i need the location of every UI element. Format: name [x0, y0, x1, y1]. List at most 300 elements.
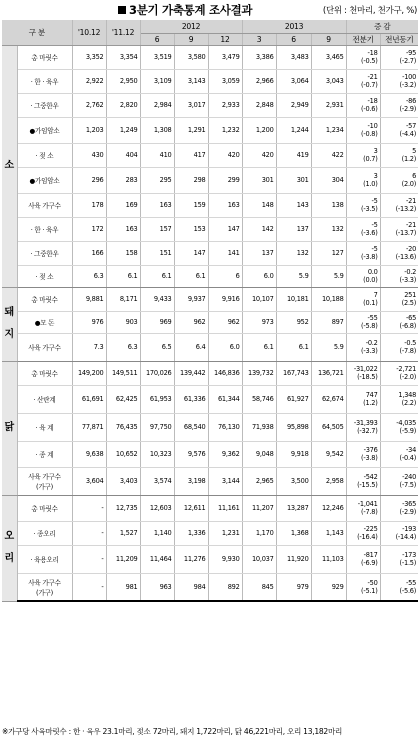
- value-cell: 169: [106, 193, 140, 217]
- value-cell: 163: [140, 193, 174, 217]
- value-cell: 61,336: [174, 385, 208, 413]
- yoy-percent: (-0.4): [399, 454, 417, 462]
- yoy-cell: [380, 45, 418, 69]
- yoy-percent: (2.5): [401, 299, 417, 307]
- value-cell: 8,171: [106, 287, 140, 311]
- yoy-cell: [380, 93, 418, 117]
- value-cell: 146,836: [208, 361, 242, 385]
- value-cell: 2,931: [311, 93, 346, 117]
- value-cell: 3,064: [276, 69, 311, 93]
- value-cell: 2,958: [311, 467, 346, 495]
- yoy-cell: [380, 143, 418, 167]
- row-label-text: · 젖 소: [35, 152, 54, 160]
- row-label: [17, 45, 72, 69]
- qoq-value: 3: [373, 147, 378, 155]
- table-row: [2, 167, 418, 193]
- qoq-cell: [346, 287, 380, 311]
- value-cell: 166: [72, 241, 106, 265]
- value-cell: 6.1: [106, 265, 140, 287]
- value-cell: 3,144: [208, 467, 242, 495]
- yoy-value: -65: [406, 314, 417, 322]
- qoq-percent: (0.0): [363, 276, 378, 284]
- value-cell: 76,435: [106, 413, 140, 441]
- yoy-value: -193: [402, 525, 417, 533]
- value-cell: 3,017: [174, 93, 208, 117]
- qoq-value: -31,393: [353, 419, 378, 427]
- value-cell: 420: [242, 143, 276, 167]
- yoy-value: -95: [406, 49, 417, 57]
- value-cell: 3,059: [208, 69, 242, 93]
- yoy-percent: (2.2): [401, 399, 417, 407]
- value-cell: 2,922: [72, 69, 106, 93]
- qoq-percent: (-18.5): [357, 373, 378, 381]
- value-cell: 137: [276, 217, 311, 241]
- qoq-percent: (-3.5): [361, 205, 378, 213]
- table-row: [2, 521, 418, 545]
- yoy-percent: (-3.2): [399, 81, 417, 89]
- value-cell: 1,203: [72, 117, 106, 143]
- value-cell: 3,574: [140, 467, 174, 495]
- row-label-text: 사육 가구수: [28, 578, 61, 587]
- value-cell: 903: [106, 311, 140, 333]
- qoq-cell: [346, 69, 380, 93]
- value-cell: 141: [208, 241, 242, 265]
- yoy-percent: (-14.4): [395, 533, 417, 541]
- table-row: [2, 573, 418, 601]
- value-cell: 420: [208, 143, 242, 167]
- row-label: [17, 93, 72, 117]
- qoq-cell: [346, 495, 380, 521]
- row-label-text: · 그중한우: [30, 250, 59, 258]
- value-cell: 1,368: [276, 521, 311, 545]
- value-cell: 3,354: [106, 45, 140, 69]
- row-label-text: · 종오리: [33, 530, 56, 538]
- row-label-text: · 그중한우: [30, 102, 59, 110]
- value-cell: 1,308: [140, 117, 174, 143]
- row-label: [17, 413, 72, 441]
- qoq-cell: [346, 217, 380, 241]
- row-sublabel: (가구): [36, 588, 53, 597]
- header-month: 6: [276, 33, 311, 45]
- value-cell: 132: [276, 241, 311, 265]
- stats-table: [2, 20, 418, 602]
- value-cell: 11,464: [140, 545, 174, 573]
- table-row: [2, 287, 418, 311]
- value-cell: 2,950: [106, 69, 140, 93]
- table-row: [2, 545, 418, 573]
- value-cell: 845: [242, 573, 276, 601]
- qoq-percent: (1.2): [363, 399, 378, 407]
- yoy-value: 1,348: [398, 391, 417, 399]
- qoq-percent: (-16.4): [357, 533, 378, 541]
- yoy-percent: (-6.8): [399, 322, 417, 330]
- header-yoy: 전년동기: [380, 33, 418, 45]
- value-cell: 127: [311, 241, 346, 265]
- value-cell: 1,527: [106, 521, 140, 545]
- table-row: [2, 495, 418, 521]
- yoy-cell: [380, 117, 418, 143]
- value-cell: 5.9: [311, 265, 346, 287]
- value-cell: 10,188: [311, 287, 346, 311]
- yoy-cell: [380, 413, 418, 441]
- value-cell: 9,916: [208, 287, 242, 311]
- yoy-value: 251: [404, 291, 417, 299]
- qoq-value: -50: [367, 578, 378, 587]
- yoy-value: -240: [402, 473, 417, 481]
- table-row: [2, 69, 418, 93]
- value-cell: 137: [242, 241, 276, 265]
- value-cell: 11,920: [276, 545, 311, 573]
- yoy-percent: (-13.2): [395, 205, 417, 213]
- value-cell: 97,750: [140, 413, 174, 441]
- value-cell: 1,170: [242, 521, 276, 545]
- table-row: [2, 45, 418, 69]
- row-label-text: 총 마릿수: [31, 296, 58, 304]
- value-cell: 139,732: [242, 361, 276, 385]
- yoy-cell: [380, 265, 418, 287]
- value-cell: 962: [174, 311, 208, 333]
- value-cell: 163: [106, 217, 140, 241]
- yoy-value: -0.5: [404, 339, 417, 347]
- yoy-cell: [380, 333, 418, 361]
- value-cell: 1,291: [174, 117, 208, 143]
- value-cell: 9,918: [276, 441, 311, 467]
- row-label: [17, 193, 72, 217]
- value-cell: 10,323: [140, 441, 174, 467]
- yoy-percent: (-2.7): [399, 57, 417, 65]
- yoy-cell: [380, 311, 418, 333]
- value-cell: 2,933: [208, 93, 242, 117]
- value-cell: 3,500: [276, 467, 311, 495]
- table-row: [2, 117, 418, 143]
- value-cell: 9,576: [174, 441, 208, 467]
- qoq-value: -5: [371, 245, 378, 253]
- value-cell: 295: [140, 167, 174, 193]
- value-cell: 9,433: [140, 287, 174, 311]
- yoy-cell: [380, 361, 418, 385]
- value-cell: 6.5: [140, 333, 174, 361]
- value-cell: 9,937: [174, 287, 208, 311]
- row-label-text: 총 마릿수: [31, 370, 58, 378]
- value-cell: 64,505: [311, 413, 346, 441]
- yoy-value: -0.2: [404, 268, 417, 276]
- value-cell: 301: [276, 167, 311, 193]
- yoy-percent: (-2.0): [399, 373, 417, 381]
- value-cell: 6.1: [242, 333, 276, 361]
- yoy-cell: [380, 287, 418, 311]
- value-cell: 304: [311, 167, 346, 193]
- qoq-percent: (-5.1): [361, 586, 378, 595]
- header-month: 12: [208, 33, 242, 45]
- value-cell: 3,479: [208, 45, 242, 69]
- value-cell: 6.1: [174, 265, 208, 287]
- page-title: [118, 2, 252, 18]
- value-cell: 3,519: [140, 45, 174, 69]
- value-cell: 61,953: [140, 385, 174, 413]
- value-cell: 979: [276, 573, 311, 601]
- header-category: 구 분: [2, 20, 72, 45]
- qoq-value: 0.0: [367, 268, 378, 276]
- value-cell: 5.9: [311, 333, 346, 361]
- yoy-value: -21: [406, 221, 417, 229]
- value-cell: 61,344: [208, 385, 242, 413]
- value-cell: 3,386: [242, 45, 276, 69]
- header-year-2012: 2012: [140, 20, 242, 33]
- row-label-text: 사육 가구수: [28, 473, 61, 481]
- yoy-cell: [380, 241, 418, 265]
- yoy-value: -4,035: [396, 419, 417, 427]
- qoq-cell: [346, 413, 380, 441]
- yoy-percent: (2.0): [401, 180, 417, 188]
- row-label-text: · 한 · 육우: [30, 78, 59, 86]
- yoy-percent: (-2.9): [399, 105, 417, 113]
- qoq-percent: (0.7): [363, 155, 378, 163]
- title-row: [0, 0, 420, 20]
- qoq-cell: [346, 241, 380, 265]
- value-cell: 151: [140, 241, 174, 265]
- qoq-cell: [346, 545, 380, 573]
- row-label: [17, 333, 72, 361]
- row-label-text: · 젖 소: [35, 273, 54, 281]
- value-cell: 6.0: [208, 333, 242, 361]
- qoq-percent: (-7.8): [361, 508, 378, 516]
- value-cell: 296: [72, 167, 106, 193]
- table-row: [2, 361, 418, 385]
- value-cell: 3,143: [174, 69, 208, 93]
- yoy-percent: (1.2): [401, 155, 417, 163]
- yoy-cell: [380, 193, 418, 217]
- row-label: [17, 385, 72, 413]
- qoq-cell: [346, 333, 380, 361]
- value-cell: 3,403: [106, 467, 140, 495]
- yoy-cell: [380, 573, 418, 601]
- value-cell: 6.4: [174, 333, 208, 361]
- row-label: [17, 521, 72, 545]
- value-cell: 9,362: [208, 441, 242, 467]
- qoq-cell: [346, 167, 380, 193]
- value-cell: 11,161: [208, 495, 242, 521]
- qoq-value: -5: [371, 221, 378, 229]
- table-row: [2, 217, 418, 241]
- table-row: [2, 143, 418, 167]
- table-row: [2, 441, 418, 467]
- qoq-value: -21: [367, 73, 378, 81]
- header-2010-12: '10.12: [72, 20, 106, 45]
- yoy-value: -173: [402, 551, 417, 559]
- row-label: [17, 467, 72, 495]
- table-row: [2, 241, 418, 265]
- table-row: [2, 385, 418, 413]
- header-month: 6: [140, 33, 174, 45]
- qoq-value: -18: [367, 97, 378, 105]
- value-cell: 419: [276, 143, 311, 167]
- header-year-2013: 2013: [242, 20, 346, 33]
- yoy-value: -100: [402, 73, 417, 81]
- footnote: ※가구당 사육마릿수 : 한 · 육우 23.1마리, 젖소 72마리, 돼지 1,722마리, 닭 46,221마리, 오리 13,182마리: [2, 727, 343, 736]
- value-cell: 61,927: [276, 385, 311, 413]
- qoq-cell: [346, 265, 380, 287]
- row-label: [17, 143, 72, 167]
- value-cell: 1,231: [208, 521, 242, 545]
- qoq-value: -0.2: [365, 339, 378, 347]
- row-label: [17, 117, 72, 143]
- value-cell: 143: [276, 193, 311, 217]
- header-qoq: 전분기: [346, 33, 380, 45]
- qoq-percent: (-32.7): [357, 427, 378, 435]
- row-label: [17, 167, 72, 193]
- value-cell: 299: [208, 167, 242, 193]
- value-cell: 6.0: [242, 265, 276, 287]
- value-cell: 929: [311, 573, 346, 601]
- value-cell: 9,638: [72, 441, 106, 467]
- qoq-value: 7: [373, 291, 378, 299]
- value-cell: 430: [72, 143, 106, 167]
- value-cell: 9,930: [208, 545, 242, 573]
- row-label-text: 사육 가구수: [28, 344, 61, 352]
- section-label: 돼지: [2, 287, 17, 361]
- yoy-cell: [380, 167, 418, 193]
- row-label-text: · 육 계: [35, 424, 54, 432]
- header-2011-12: '11.12: [106, 20, 140, 45]
- value-cell: 9,048: [242, 441, 276, 467]
- yoy-percent: (-3.3): [399, 276, 417, 284]
- value-cell: 6.3: [72, 265, 106, 287]
- section-label: 소: [2, 45, 17, 287]
- value-cell: 139,442: [174, 361, 208, 385]
- row-label: [17, 495, 72, 521]
- qoq-cell: [346, 441, 380, 467]
- value-cell: 976: [72, 311, 106, 333]
- value-cell: 77,871: [72, 413, 106, 441]
- qoq-percent: (-0.8): [361, 130, 378, 138]
- header-month: 9: [174, 33, 208, 45]
- yoy-value: 6: [412, 172, 417, 180]
- qoq-percent: (1.0): [363, 180, 378, 188]
- value-cell: 132: [311, 217, 346, 241]
- header-month: 3: [242, 33, 276, 45]
- value-cell: 159: [174, 193, 208, 217]
- value-cell: 147: [174, 241, 208, 265]
- row-label: [17, 287, 72, 311]
- value-cell: 1,244: [276, 117, 311, 143]
- value-cell: 13,287: [276, 495, 311, 521]
- qoq-value: -10: [367, 122, 378, 130]
- value-cell: 2,820: [106, 93, 140, 117]
- yoy-value: -2,721: [396, 365, 417, 373]
- table-row: [2, 333, 418, 361]
- value-cell: 1,249: [106, 117, 140, 143]
- value-cell: 136,721: [311, 361, 346, 385]
- value-cell: 3,352: [72, 45, 106, 69]
- yoy-cell: [380, 69, 418, 93]
- qoq-cell: [346, 361, 380, 385]
- value-cell: 61,691: [72, 385, 106, 413]
- yoy-cell: [380, 441, 418, 467]
- row-label: [17, 241, 72, 265]
- value-cell: 2,949: [276, 93, 311, 117]
- qoq-value: -55: [367, 314, 378, 322]
- yoy-value: -365: [402, 500, 417, 508]
- qoq-value: -1,041: [357, 500, 378, 508]
- yoy-value: 5: [412, 147, 417, 155]
- value-cell: 11,103: [311, 545, 346, 573]
- value-cell: 5.9: [276, 265, 311, 287]
- qoq-cell: [346, 193, 380, 217]
- table-row: [2, 193, 418, 217]
- table-row: [2, 467, 418, 495]
- value-cell: 76,130: [208, 413, 242, 441]
- value-cell: 95,898: [276, 413, 311, 441]
- table-header: [2, 20, 418, 45]
- row-label: [17, 217, 72, 241]
- row-label-text: · 한 · 육우: [30, 226, 59, 234]
- qoq-cell: [346, 385, 380, 413]
- value-cell: 1,200: [242, 117, 276, 143]
- value-cell: 62,425: [106, 385, 140, 413]
- yoy-value: -34: [406, 446, 417, 454]
- value-cell: 283: [106, 167, 140, 193]
- value-cell: 984: [174, 573, 208, 601]
- qoq-percent: (-0.5): [361, 57, 378, 65]
- value-cell: 178: [72, 193, 106, 217]
- value-cell: 153: [174, 217, 208, 241]
- qoq-percent: (-5.8): [361, 322, 378, 330]
- value-cell: 158: [106, 241, 140, 265]
- value-cell: 62,674: [311, 385, 346, 413]
- section-label: 오리: [2, 495, 17, 601]
- value-cell: 10,037: [242, 545, 276, 573]
- row-label-text: · 산란계: [33, 396, 56, 404]
- value-cell: -: [72, 573, 106, 601]
- value-cell: 12,246: [311, 495, 346, 521]
- value-cell: 12,735: [106, 495, 140, 521]
- value-cell: 3,109: [140, 69, 174, 93]
- row-label: [17, 69, 72, 93]
- value-cell: 6.1: [276, 333, 311, 361]
- value-cell: 172: [72, 217, 106, 241]
- qoq-cell: [346, 311, 380, 333]
- qoq-value: -31,022: [353, 365, 378, 373]
- value-cell: 71,938: [242, 413, 276, 441]
- value-cell: 138: [311, 193, 346, 217]
- yoy-value: -55: [406, 578, 417, 587]
- yoy-percent: (-7.5): [399, 481, 417, 489]
- value-cell: 58,746: [242, 385, 276, 413]
- value-cell: 973: [242, 311, 276, 333]
- value-cell: 2,966: [242, 69, 276, 93]
- qoq-value: 3: [373, 172, 378, 180]
- yoy-cell: [380, 467, 418, 495]
- qoq-percent: (-6.9): [361, 559, 378, 567]
- qoq-percent: (-3.8): [361, 454, 378, 462]
- qoq-cell: [346, 117, 380, 143]
- row-label: [17, 361, 72, 385]
- qoq-value: -5: [371, 197, 378, 205]
- value-cell: 3,604: [72, 467, 106, 495]
- table-row: [2, 265, 418, 287]
- value-cell: 149,200: [72, 361, 106, 385]
- value-cell: 3,198: [174, 467, 208, 495]
- value-cell: 9,542: [311, 441, 346, 467]
- header-month: 9: [311, 33, 346, 45]
- value-cell: 1,140: [140, 521, 174, 545]
- qoq-cell: [346, 467, 380, 495]
- qoq-percent: (-15.5): [357, 481, 378, 489]
- value-cell: 963: [140, 573, 174, 601]
- value-cell: -: [72, 495, 106, 521]
- row-sublabel: (가구): [36, 483, 53, 491]
- row-label-text: 총 마릿수: [31, 505, 58, 513]
